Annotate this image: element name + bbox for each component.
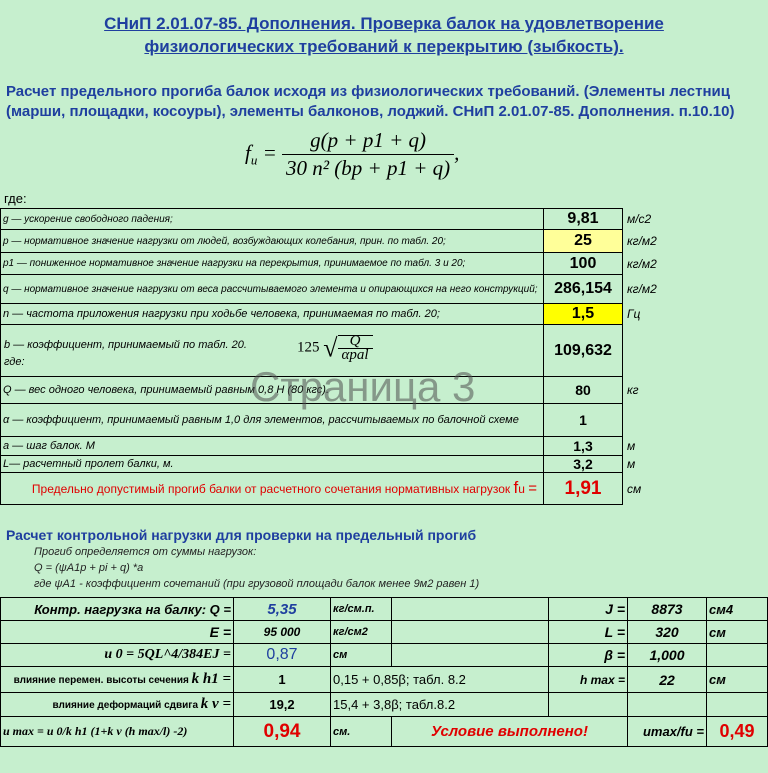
ctrl-row-6 — [1, 717, 768, 747]
param-value-input[interactable]: 1,5 — [544, 304, 623, 325]
formula-numerator: g(p + p1 + q) — [282, 128, 454, 155]
l-label: L = — [549, 621, 628, 644]
e-value: 95 000 — [234, 621, 331, 644]
param-desc: a — шаг балок. М — [1, 437, 544, 456]
param-unit: кг — [627, 383, 639, 397]
param-row-g — [1, 209, 668, 230]
param-value: 9,81 — [544, 209, 623, 230]
param-unit: Гц — [627, 307, 641, 321]
formula-denominator: 30 n² (bp + p1 + q) — [286, 156, 451, 180]
ctrl-row-1 — [1, 598, 768, 621]
kh1-value: 1 — [234, 667, 331, 693]
param-value-input[interactable]: 25 — [544, 230, 623, 253]
param-desc: q — нормативное значение нагрузки от веса рассчитываемого элемента и опирающихся на него конструкций; — [1, 275, 544, 304]
param-value: 3,2 — [544, 456, 623, 473]
param-desc: b — коэффициент, принимаемый по табл. 20. — [4, 339, 247, 351]
ctrl-row-5 — [1, 693, 768, 717]
section2-note-2: Q = (ψA1p + pi + q) *a — [34, 562, 144, 574]
u0-label: u 0 = 5QL^4/384EJ = — [1, 644, 234, 667]
param-row-L — [1, 456, 668, 473]
main-formula: $f_u$ = $\frac{g(p + p1 + q)}{\text{30 n² (bp + p1 + q)}}$ , — [245, 128, 460, 180]
beta-label: β = — [549, 644, 628, 667]
section1-line-1: Расчет предельного прогиба балок исходя из физиологических требований. (Элементы лестниц — [6, 83, 730, 100]
q-label: Контр. нагрузка на балку: Q = — [1, 598, 234, 621]
q-value: 5,35 — [234, 598, 331, 621]
param-desc: L— расчетный пролет балки, м. — [1, 456, 544, 473]
beta-value: 1,000 — [628, 644, 707, 667]
limit-unit: см — [627, 481, 642, 496]
kv-value: 19,2 — [234, 693, 331, 717]
kv-label: влияние деформаций сдвига k v = — [1, 693, 234, 717]
l-value: 320 — [628, 621, 707, 644]
empty-cell — [707, 644, 768, 667]
title-line-1: СНиП 2.01.07-85. Дополнения. Проверка балок на удовлетворение — [104, 14, 664, 33]
param-row-a — [1, 437, 668, 456]
e-unit: кг/см2 — [331, 621, 392, 644]
empty-cell — [392, 598, 549, 621]
where-label: где: — [4, 191, 27, 206]
empty-cell — [392, 621, 549, 644]
empty-cell — [392, 644, 549, 667]
formula-b: 125 √ $\frac{Q}{\text{αpal}}$ — [297, 335, 373, 361]
empty-cell — [549, 693, 628, 717]
u0-unit: см — [331, 644, 392, 667]
umax-unit: см. — [331, 717, 392, 747]
param-value: 286,154 — [544, 275, 623, 304]
j-label: J = — [549, 598, 628, 621]
param-desc: p1 — пониженное нормативное значение нагрузки на перекрытия, принимаемое по табл. 3 и 20; — [1, 253, 544, 275]
param-value: 80 — [544, 377, 623, 404]
e-label: E = — [1, 621, 234, 644]
param-row-n — [1, 304, 668, 325]
u0-value: 0,87 — [234, 644, 331, 667]
j-value: 8873 — [628, 598, 707, 621]
section1-line-2: (марши, площадки, косоуры), элементы балконов, лоджий. СНиП 2.01.07-85. Дополнения. п.10.10) — [6, 103, 735, 120]
ratio-label: umax/fu = — [628, 717, 707, 747]
limit-label: Предельно допустимый прогиб балки от расчетного сочетания нормативных нагрузок fu = — [1, 473, 544, 505]
param-desc: p — нормативное значение нагрузки от людей, возбуждающих колебания, прин. по табл. 20; — [1, 230, 544, 253]
param-desc: α — коэффициент, принимаемый равным 1,0 для элементов, рассчитываемых по балочной схеме — [1, 404, 544, 437]
hmax-label: h max = — [549, 667, 628, 693]
param-unit: м/с2 — [627, 212, 652, 226]
hmax-unit: см — [707, 667, 768, 693]
param-value: 1,3 — [544, 437, 623, 456]
ctrl-row-3 — [1, 644, 768, 667]
params-table — [0, 208, 668, 505]
result-status: Условие выполнено! — [392, 717, 628, 747]
q-unit: кг/см.п. — [331, 598, 392, 621]
param-unit: кг/м2 — [627, 234, 657, 248]
param-unit — [623, 404, 668, 437]
param-row-q — [1, 275, 668, 304]
title-line-2: физиологических требований к перекрытию (зыбкость). — [144, 37, 624, 56]
param-unit — [623, 325, 668, 377]
empty-cell — [707, 693, 768, 717]
param-unit: м — [627, 439, 636, 453]
param-unit: кг/м2 — [627, 256, 657, 271]
section2-title: Расчет контрольной нагрузки для проверки на предельный прогиб — [6, 527, 477, 543]
param-desc: n — частота приложения нагрузки при ходьбе человека, принимаемая по табл. 20; — [1, 304, 544, 325]
l-unit: см — [707, 621, 768, 644]
kv-formula: 15,4 + 3,8β; табл.8.2 — [331, 693, 549, 717]
umax-label: u max = u 0/k h1 (1+k v (h max/l) -2) — [1, 717, 234, 747]
param-value: 100 — [544, 253, 623, 275]
param-row-p — [1, 230, 668, 253]
param-value: 1 — [544, 404, 623, 437]
limit-row — [1, 473, 668, 505]
j-unit: см4 — [707, 598, 768, 621]
section2-note-1: Прогиб определяется от суммы нагрузок: — [34, 546, 257, 558]
kh1-label: влияние перемен. высоты сечения k h1 = — [1, 667, 234, 693]
page-watermark: Страница 3 — [250, 363, 476, 410]
section2-note-3: где ψA1 - коэффициент сочетаний (при грузовой площади балок менее 9м2 равен 1) — [34, 578, 480, 590]
param-unit: кг/м2 — [627, 282, 657, 296]
ratio-value: 0,49 — [707, 717, 768, 747]
ctrl-row-4 — [1, 667, 768, 693]
kh1-formula: 0,15 + 0,85β; табл. 8.2 — [331, 667, 549, 693]
where-label-b: где: — [4, 356, 25, 368]
empty-cell — [628, 693, 707, 717]
formula-b-den: αpal — [341, 347, 369, 363]
limit-value: 1,91 — [544, 473, 623, 505]
param-unit: м — [627, 457, 636, 471]
formula-b-num: Q — [338, 336, 373, 349]
control-table — [0, 597, 768, 747]
param-desc: g — ускорение свободного падения; — [1, 209, 544, 230]
param-row-p1 — [1, 253, 668, 275]
param-desc: Q — вес одного человека, принимаемый равным 0,8 Н (80 кгс). — [1, 377, 544, 404]
umax-value: 0,94 — [234, 717, 331, 747]
param-value: 109,632 — [544, 325, 623, 377]
hmax-value: 22 — [628, 667, 707, 693]
ctrl-row-2 — [1, 621, 768, 644]
